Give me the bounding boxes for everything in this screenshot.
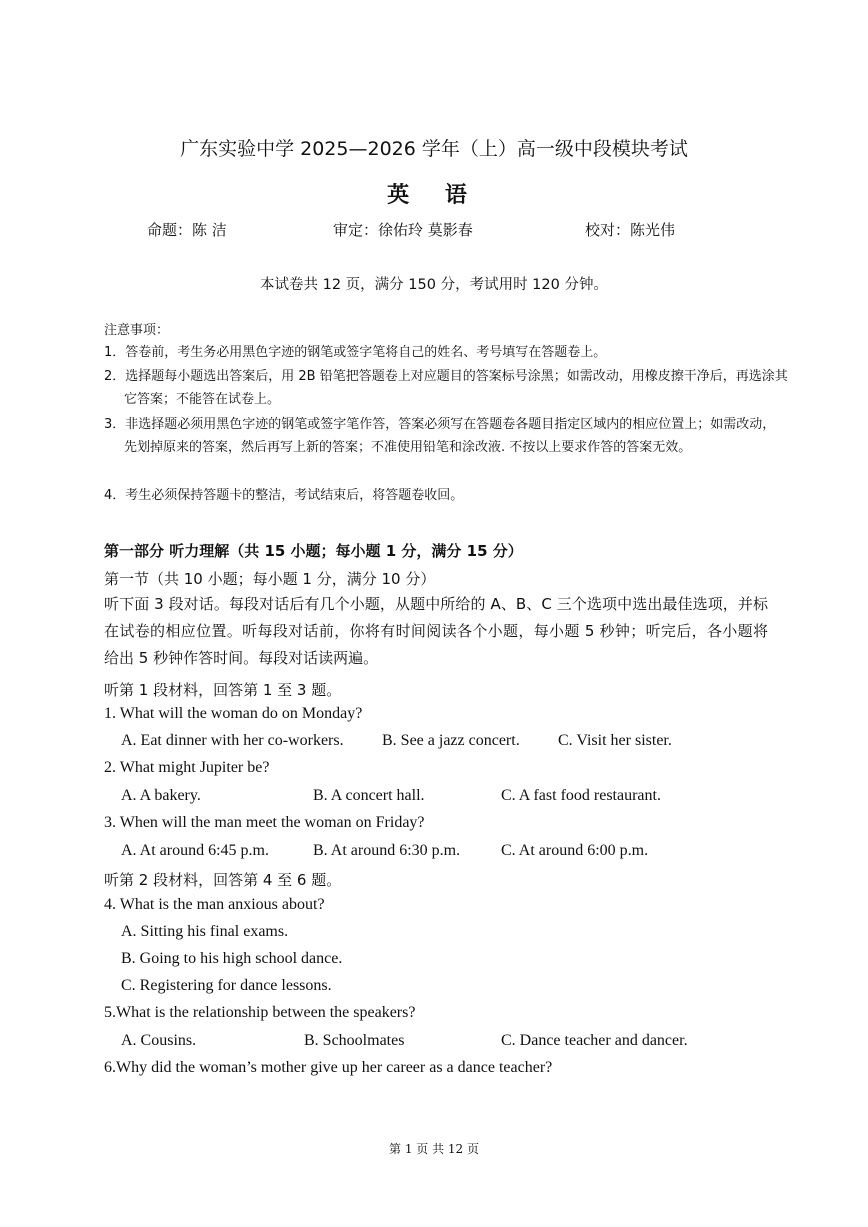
q3-option-b: B. At around 6:30 p.m. [313,842,461,859]
note-item: 1．答卷前，考生务必用黑色字迹的钢笔或签字笔将自己的姓名、考号填写在答题卷上。 [104,345,607,360]
q2-option-c: C. A fast food restaurant. [501,787,661,804]
q3-option-c: C. At around 6:00 p.m. [501,842,649,859]
paper-info: 本试卷共 12 页，满分 150 分，考试用时 120 分钟。 [260,277,608,293]
question-5: 5.What is the relationship between the speakers? [104,1004,416,1021]
material-2-label: 听第 2 段材料，回答第 4 至 6 题。 [104,871,342,889]
q5-option-c: C. Dance teacher and dancer. [501,1032,688,1049]
q1-option-c: C. Visit her sister. [558,732,672,749]
question-3: 3. When will the man meet the woman on Friday? [104,814,425,831]
q2-option-a: A. A bakery. [121,787,201,804]
listening-instructions: 听下面 3 段对话。每段对话后有几个小题，从题中所给的 A、B、C 三个选项中选出最佳选项，并标在试卷的相应位置。听每段对话前，你将有时间阅读各个小题，每小题 5 秒钟；听完后，各小题将给出 5 秒钟作答时间。每段对话读两遍。 [104,595,768,667]
subject-title: 英 语 [387,183,481,208]
question-1: 1. What will the woman do on Monday? [104,705,363,722]
q4-option-a: A. Sitting his final exams. [121,923,289,940]
q1-option-a: A. Eat dinner with her co-workers. [121,732,344,749]
q5-option-a: A. Cousins. [121,1032,197,1049]
proofreader-credit: 校对：陈光伟 [585,221,676,239]
notes-heading: 注意事项： [104,323,170,338]
page-footer: 第 1 页 共 12 页 [389,1142,479,1156]
q4-option-c: C. Registering for dance lessons. [121,977,332,994]
section1-heading: 第一节（共 10 小题；每小题 1 分，满分 10 分） [104,570,436,588]
question-2: 2. What might Jupiter be? [104,759,270,776]
exam-title: 广东实验中学 2025—2026 学年（上）高一级中段模块考试 [180,138,688,160]
question-6: 6.Why did the woman’s mother give up her career as a dance teacher? [104,1059,553,1076]
q4-option-b: B. Going to his high school dance. [121,950,343,967]
note-item: 3．非选择题必须用黑色字迹的钢笔或签字笔作答，答案必须写在答题卷各题目指定区域内的相应位置上；如需改动，先划掉原来的答案，然后再写上新的答案；不准使用铅笔和涂改液. 不按以上要求作答的答案无效。 [104,417,776,455]
material-1-label: 听第 1 段材料，回答第 1 至 3 题。 [104,681,342,699]
q1-option-b: B. See a jazz concert. [382,732,520,749]
question-4: 4. What is the man anxious about? [104,896,325,913]
q2-option-b: B. A concert hall. [313,787,425,804]
note-item: 2．选择题每小题选出答案后，用 2B 铅笔把答题卷上对应题目的答案标号涂黑；如需改动，用橡皮擦干净后，再选涂其它答案；不能答在试卷上。 [104,369,788,407]
setter-credit: 命题：陈 洁 [147,221,227,239]
reviewer-credit: 审定：徐佑玲 莫影春 [333,221,473,239]
part1-heading: 第一部分 听力理解（共 15 小题；每小题 1 分，满分 15 分） [104,542,523,560]
q3-option-a: A. At around 6:45 p.m. [121,842,269,859]
note-item: 4．考生必须保持答题卡的整洁，考试结束后，将答题卷收回。 [104,488,464,503]
q5-option-b: B. Schoolmates [304,1032,405,1049]
